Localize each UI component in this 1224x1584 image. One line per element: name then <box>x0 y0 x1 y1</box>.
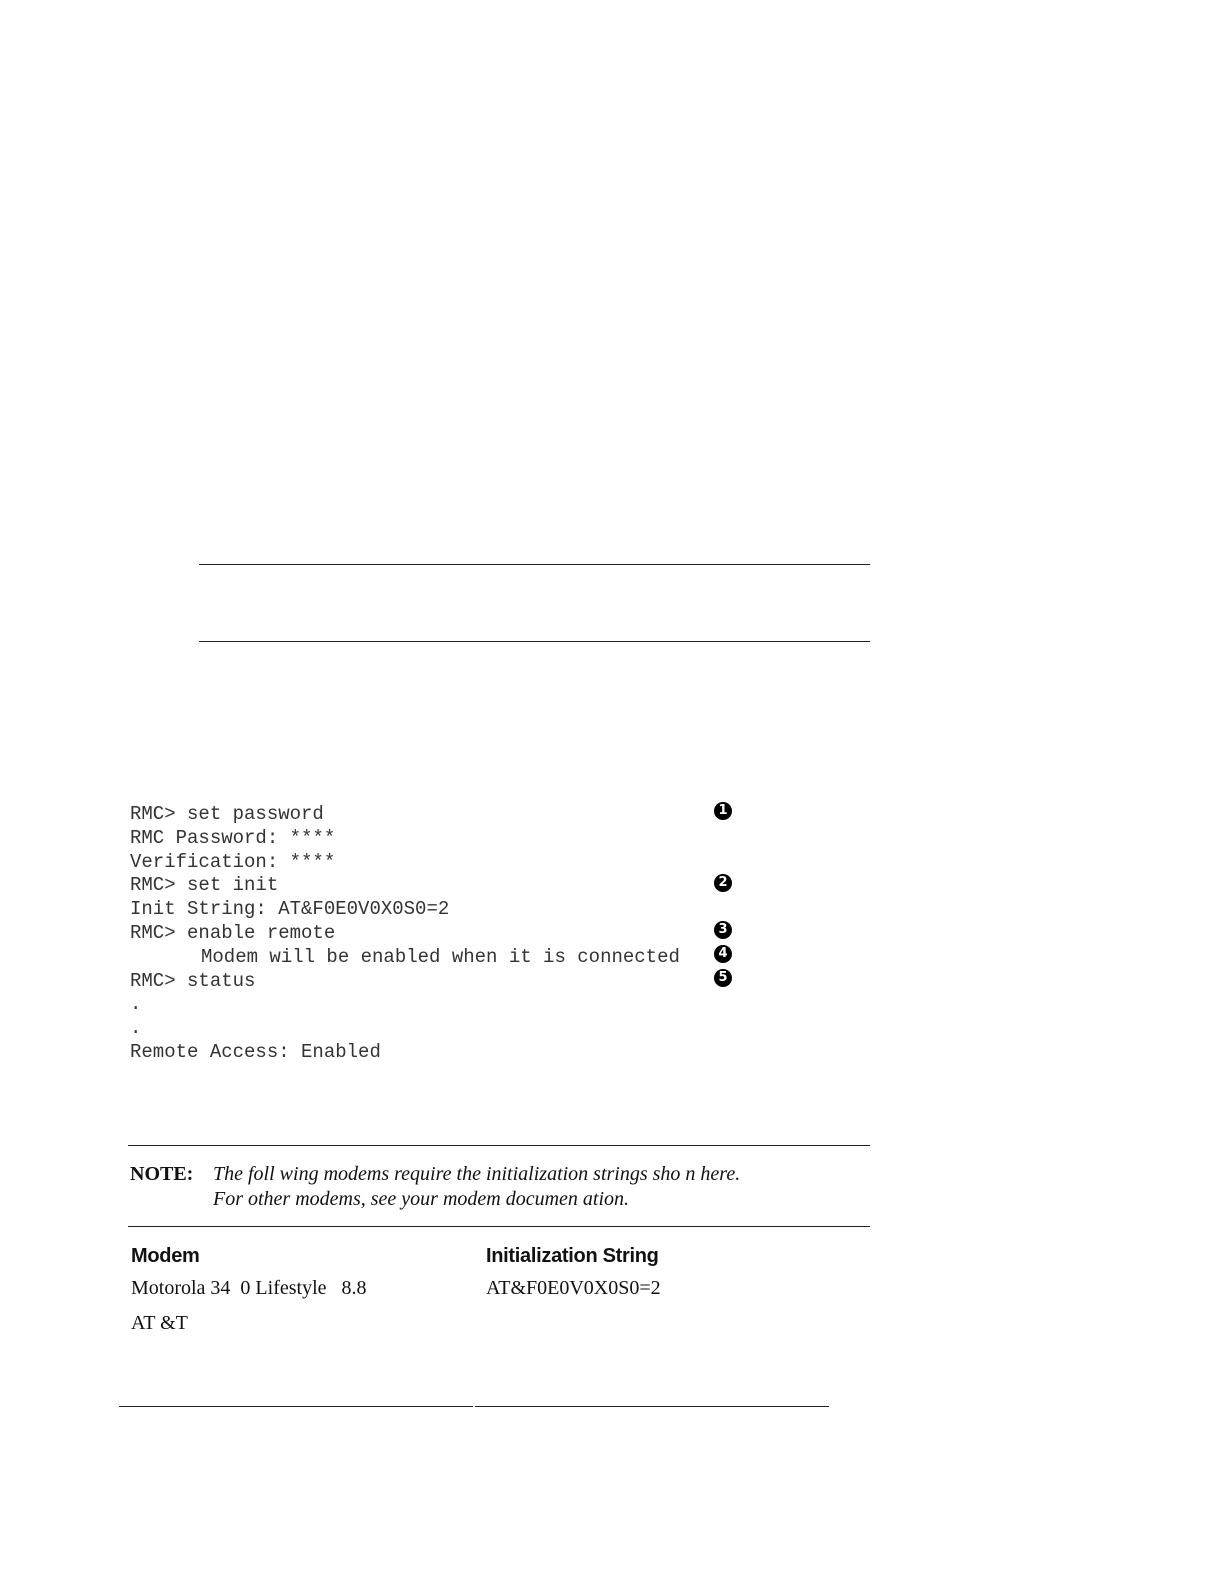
note-rule-top <box>128 1145 870 1146</box>
callout-4-icon: 4 <box>714 945 732 963</box>
table-rule-right <box>475 1406 829 1407</box>
note-rule-bottom <box>128 1226 870 1227</box>
code-line: Remote Access: Enabled <box>130 1040 381 1063</box>
code-line: RMC> enable remote <box>130 921 336 944</box>
code-line: Verification: **** <box>130 850 336 873</box>
table-cell-init-string: AT&F0E0V0X0S0=2 <box>486 1277 661 1299</box>
code-line: RMC> set init <box>130 874 279 897</box>
top-rule-2 <box>199 641 870 642</box>
code-line: Modem will be enabled when it is connected <box>201 945 680 968</box>
table-header-init-string: Initialization String <box>486 1245 659 1267</box>
code-line: Init String: AT&F0E0V0X0S0=2 <box>130 898 450 921</box>
note-text <box>213 1162 863 1212</box>
callout-5-icon: 5 <box>714 969 732 987</box>
callout-2-icon: 2 <box>714 874 732 892</box>
note-line-2: For other modems, see your modem documen ation. <box>213 1188 630 1210</box>
code-example <box>130 803 680 1065</box>
callout-1-icon: 1 <box>714 802 732 820</box>
table-cell-modem: Motorola 34 0 Lifestyle 8.8 <box>131 1277 367 1299</box>
top-rule-1 <box>199 564 870 565</box>
code-line: RMC> set password <box>130 803 324 825</box>
code-line: . <box>130 993 142 1016</box>
table-cell-modem: AT &T <box>131 1312 188 1334</box>
callout-3-icon: 3 <box>714 921 732 939</box>
code-line: RMC> status <box>130 969 256 992</box>
code-line: . <box>130 1017 142 1040</box>
table-header-modem: Modem <box>131 1245 200 1267</box>
note-label: NOTE: <box>130 1163 194 1185</box>
code-line: RMC Password: **** <box>130 826 336 849</box>
table-rule-left <box>119 1406 473 1407</box>
note-line-1: The foll wing modems require the initialization strings sho n here. <box>213 1163 741 1185</box>
